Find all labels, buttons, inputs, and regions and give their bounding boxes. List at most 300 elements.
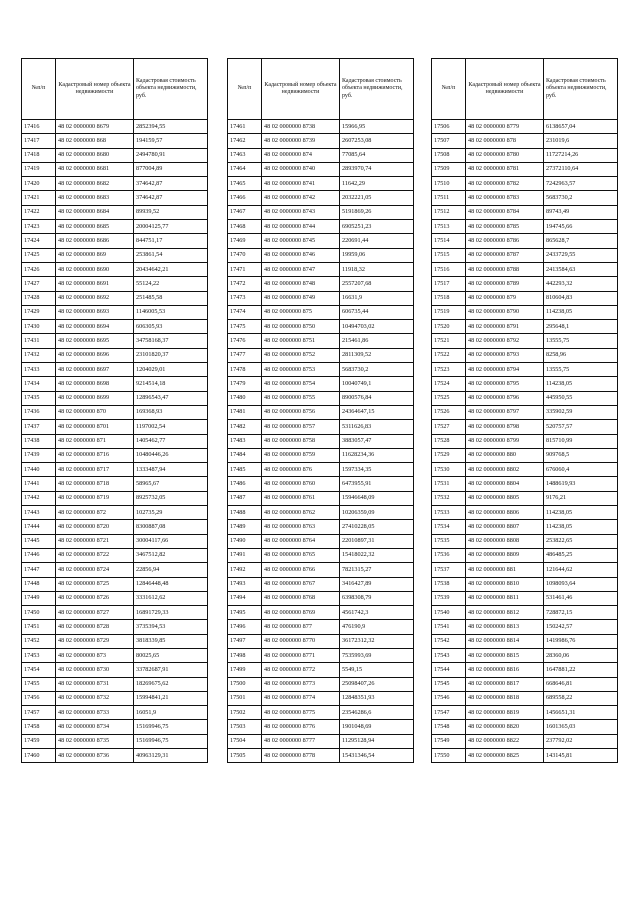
table-header-row (22, 59, 208, 120)
cell-cadastral-number: 48 02 0000000 8742 (262, 191, 340, 205)
cell-cadastral-value: 251485,58 (134, 291, 208, 305)
cell-number: 17520 (432, 320, 466, 334)
table-row (228, 262, 414, 276)
table-row (432, 663, 618, 677)
cell-cadastral-number: 48 02 0000000 8699 (56, 391, 134, 405)
cell-cadastral-number: 48 02 0000000 8732 (56, 691, 134, 705)
cell-cadastral-value: 3735394,53 (134, 620, 208, 634)
cell-cadastral-number: 48 02 0000000 8756 (262, 405, 340, 419)
cell-cadastral-value: 55124,22 (134, 277, 208, 291)
cell-cadastral-number: 48 02 0000000 8782 (466, 177, 544, 191)
table-row (432, 477, 618, 491)
cell-cadastral-value: 114238,05 (544, 305, 618, 319)
table-row (22, 205, 208, 219)
cell-cadastral-number: 48 02 0000000 8807 (466, 520, 544, 534)
table-row (228, 648, 414, 662)
cell-cadastral-number: 48 02 0000000 8768 (262, 591, 340, 605)
table-row (432, 191, 618, 205)
cell-number: 17476 (228, 334, 262, 348)
table-row (432, 506, 618, 520)
cell-number: 17442 (22, 491, 56, 505)
cell-number: 17542 (432, 634, 466, 648)
cell-cadastral-value: 7242963,57 (544, 177, 618, 191)
cell-cadastral-number: 48 02 0000000 8762 (262, 506, 340, 520)
cell-cadastral-number: 48 02 0000000 8820 (466, 720, 544, 734)
cell-number: 17468 (228, 220, 262, 234)
cell-number: 17466 (228, 191, 262, 205)
cell-cadastral-number: 48 02 0000000 8729 (56, 634, 134, 648)
cell-cadastral-number: 48 02 0000000 8718 (56, 477, 134, 491)
cell-number: 17547 (432, 706, 466, 720)
cell-cadastral-value: 1405462,77 (134, 434, 208, 448)
table-row (228, 663, 414, 677)
cell-number: 17416 (22, 120, 56, 134)
cell-cadastral-value: 27410228,05 (340, 520, 414, 534)
cell-number: 17445 (22, 534, 56, 548)
cell-cadastral-value: 815710,99 (544, 434, 618, 448)
cell-number: 17477 (228, 348, 262, 362)
cell-number: 17472 (228, 277, 262, 291)
cell-number: 17441 (22, 477, 56, 491)
cell-number: 17475 (228, 320, 262, 334)
table-row (22, 148, 208, 162)
cell-number: 17451 (22, 620, 56, 634)
table-row (22, 506, 208, 520)
cell-cadastral-value: 194745,66 (544, 220, 618, 234)
cell-number: 17489 (228, 520, 262, 534)
table-row (228, 534, 414, 548)
cell-cadastral-value: 15418022,32 (340, 548, 414, 562)
cell-cadastral-value: 2811309,52 (340, 348, 414, 362)
cell-cadastral-number: 48 02 0000000 872 (56, 506, 134, 520)
table-row (228, 377, 414, 391)
cell-number: 17459 (22, 734, 56, 748)
table-row (432, 634, 618, 648)
cell-cadastral-number: 48 02 0000000 8747 (262, 262, 340, 276)
table-row (432, 220, 618, 234)
cell-cadastral-number: 48 02 0000000 8746 (262, 248, 340, 262)
cell-cadastral-value: 6905251,23 (340, 220, 414, 234)
cell-number: 17504 (228, 734, 262, 748)
cell-number: 17417 (22, 134, 56, 148)
cell-cadastral-value: 8300887,08 (134, 520, 208, 534)
table-row (432, 391, 618, 405)
cell-cadastral-value: 810604,83 (544, 291, 618, 305)
cell-cadastral-number: 48 02 0000000 8719 (56, 491, 134, 505)
cell-cadastral-value: 3818339,85 (134, 634, 208, 648)
cell-number: 17455 (22, 677, 56, 691)
table-row (22, 634, 208, 648)
table-row (228, 606, 414, 620)
table-row (22, 162, 208, 176)
cell-number: 17495 (228, 606, 262, 620)
cell-number: 17473 (228, 291, 262, 305)
cell-number: 17507 (432, 134, 466, 148)
cell-cadastral-number: 48 02 0000000 8733 (56, 706, 134, 720)
cell-cadastral-value: 15994841,21 (134, 691, 208, 705)
cell-cadastral-value: 22010897,31 (340, 534, 414, 548)
cell-cadastral-value: 15431346,54 (340, 749, 414, 763)
table-row (228, 477, 414, 491)
cell-cadastral-value: 22856,94 (134, 563, 208, 577)
cell-cadastral-value: 9176,21 (544, 491, 618, 505)
cell-number: 17514 (432, 234, 466, 248)
table-row (432, 434, 618, 448)
cell-number: 17487 (228, 491, 262, 505)
cell-number: 17425 (22, 248, 56, 262)
cell-cadastral-number: 48 02 0000000 8755 (262, 391, 340, 405)
table-row (22, 720, 208, 734)
table-row (228, 577, 414, 591)
cell-number: 17525 (432, 391, 466, 405)
cell-number: 17456 (22, 691, 56, 705)
table-row (432, 262, 618, 276)
table-row (22, 448, 208, 462)
table-row (432, 548, 618, 562)
cell-cadastral-value: 114238,05 (544, 506, 618, 520)
cell-cadastral-number: 48 02 0000000 8778 (262, 749, 340, 763)
cell-cadastral-number: 48 02 0000000 871 (56, 434, 134, 448)
cell-cadastral-value: 10494703,02 (340, 320, 414, 334)
cell-cadastral-value: 34758168,37 (134, 334, 208, 348)
cell-cadastral-number: 48 02 0000000 8819 (466, 706, 544, 720)
table-row (228, 363, 414, 377)
cell-cadastral-number: 48 02 0000000 8811 (466, 591, 544, 605)
table-row (228, 191, 414, 205)
cell-cadastral-value: 8258,96 (544, 348, 618, 362)
table-row (432, 320, 618, 334)
cell-cadastral-value: 89743,49 (544, 205, 618, 219)
cell-cadastral-number: 48 02 0000000 8808 (466, 534, 544, 548)
cell-number: 17496 (228, 620, 262, 634)
cell-cadastral-number: 48 02 0000000 8781 (466, 162, 544, 176)
cell-cadastral-number: 48 02 0000000 8761 (262, 491, 340, 505)
table-header-row (432, 59, 618, 120)
cell-cadastral-number: 48 02 0000000 8753 (262, 363, 340, 377)
cell-cadastral-number: 48 02 0000000 873 (56, 648, 134, 662)
cell-number: 17539 (432, 591, 466, 605)
cell-number: 17532 (432, 491, 466, 505)
cell-number: 17440 (22, 463, 56, 477)
table-row (432, 162, 618, 176)
cell-number: 17549 (432, 734, 466, 748)
table-row (228, 548, 414, 562)
cell-number: 17508 (432, 148, 466, 162)
cell-cadastral-number: 48 02 0000000 870 (56, 405, 134, 419)
cell-cadastral-number: 48 02 0000000 8693 (56, 305, 134, 319)
cell-number: 17491 (228, 548, 262, 562)
cell-cadastral-value: 3467512,82 (134, 548, 208, 562)
cell-cadastral-value: 1419986,76 (544, 634, 618, 648)
table-row (228, 334, 414, 348)
cell-cadastral-value: 33782687,91 (134, 663, 208, 677)
table-row (432, 463, 618, 477)
cell-cadastral-value: 16891729,33 (134, 606, 208, 620)
header-cadastral: Кадастровый номер объекта недвижимости (56, 59, 134, 120)
table-row (22, 534, 208, 548)
header-value: Кадастровая стоимость объекта недвижимости, руб. (544, 59, 618, 120)
cell-number: 17454 (22, 663, 56, 677)
cell-number: 17528 (432, 434, 466, 448)
cell-number: 17421 (22, 191, 56, 205)
cell-number: 17550 (432, 749, 466, 763)
table-row (432, 749, 618, 763)
cell-cadastral-value: 18269675,62 (134, 677, 208, 691)
cadastral-table-1 (21, 58, 208, 763)
cell-cadastral-number: 48 02 0000000 8802 (466, 463, 544, 477)
cell-cadastral-value: 374642,87 (134, 177, 208, 191)
table-row (22, 363, 208, 377)
cell-cadastral-number: 48 02 0000000 8786 (466, 234, 544, 248)
cell-cadastral-value: 2607253,08 (340, 134, 414, 148)
table-row (228, 463, 414, 477)
cell-number: 17509 (432, 162, 466, 176)
cell-cadastral-value: 11642,29 (340, 177, 414, 191)
cell-cadastral-value: 3331612,62 (134, 591, 208, 605)
table-row (22, 320, 208, 334)
table-row (228, 391, 414, 405)
cell-cadastral-number: 48 02 0000000 8815 (466, 648, 544, 662)
cell-number: 17522 (432, 348, 466, 362)
header-num: №п/п (22, 59, 56, 120)
cell-number: 17490 (228, 534, 262, 548)
cell-cadastral-value: 476190,9 (340, 620, 414, 634)
cell-cadastral-number: 48 02 0000000 8825 (466, 749, 544, 763)
table-row (228, 520, 414, 534)
cell-number: 17529 (432, 448, 466, 462)
header-cadastral: Кадастровый номер объекта недвижимости (466, 59, 544, 120)
cell-cadastral-value: 19959,06 (340, 248, 414, 262)
cell-number: 17543 (432, 648, 466, 662)
table-row (22, 134, 208, 148)
cell-number: 17546 (432, 691, 466, 705)
cell-cadastral-number: 48 02 0000000 8757 (262, 420, 340, 434)
table-row (22, 420, 208, 434)
cell-number: 17494 (228, 591, 262, 605)
cell-cadastral-number: 48 02 0000000 877 (262, 620, 340, 634)
cell-cadastral-value: 169368,93 (134, 405, 208, 419)
cell-cadastral-value: 20434642,21 (134, 262, 208, 276)
cell-cadastral-value: 4561742,3 (340, 606, 414, 620)
table-row (22, 248, 208, 262)
cell-cadastral-value: 5683730,2 (340, 363, 414, 377)
cell-number: 17458 (22, 720, 56, 734)
cell-number: 17432 (22, 348, 56, 362)
table-header-row (228, 59, 414, 120)
cell-number: 17444 (22, 520, 56, 534)
cell-cadastral-value: 2893970,74 (340, 162, 414, 176)
cell-number: 17538 (432, 577, 466, 591)
cell-number: 17505 (228, 749, 262, 763)
table-row (228, 448, 414, 462)
cell-cadastral-value: 15946648,09 (340, 491, 414, 505)
cell-cadastral-number: 48 02 0000000 8697 (56, 363, 134, 377)
cell-cadastral-value: 2433729,55 (544, 248, 618, 262)
table-row (228, 134, 414, 148)
cell-cadastral-value: 30004117,66 (134, 534, 208, 548)
cell-cadastral-number: 48 02 0000000 8774 (262, 691, 340, 705)
cell-cadastral-value: 80025,65 (134, 648, 208, 662)
table-row (432, 534, 618, 548)
table-row (228, 234, 414, 248)
cell-cadastral-value: 728872,15 (544, 606, 618, 620)
cell-number: 17439 (22, 448, 56, 462)
cell-cadastral-number: 48 02 0000000 8810 (466, 577, 544, 591)
cell-number: 17449 (22, 591, 56, 605)
cell-cadastral-number: 48 02 0000000 8816 (466, 663, 544, 677)
cell-number: 17533 (432, 506, 466, 520)
table-row (432, 591, 618, 605)
table-row (228, 177, 414, 191)
cell-number: 17531 (432, 477, 466, 491)
table-row (22, 305, 208, 319)
cell-cadastral-number: 48 02 0000000 8772 (262, 663, 340, 677)
cell-cadastral-number: 48 02 0000000 8726 (56, 591, 134, 605)
cell-cadastral-number: 48 02 0000000 8770 (262, 634, 340, 648)
cell-cadastral-number: 48 02 0000000 8789 (466, 277, 544, 291)
table-row (228, 677, 414, 691)
cell-number: 17443 (22, 506, 56, 520)
cell-cadastral-value: 12846448,48 (134, 577, 208, 591)
cell-cadastral-number: 48 02 0000000 8754 (262, 377, 340, 391)
cell-cadastral-number: 48 02 0000000 8776 (262, 720, 340, 734)
cell-cadastral-number: 48 02 0000000 8745 (262, 234, 340, 248)
cell-cadastral-number: 48 02 0000000 8694 (56, 320, 134, 334)
table-row (228, 634, 414, 648)
cell-cadastral-value: 2032221,05 (340, 191, 414, 205)
cell-cadastral-number: 48 02 0000000 8792 (466, 334, 544, 348)
cell-number: 17492 (228, 563, 262, 577)
table-row (22, 577, 208, 591)
cell-cadastral-number: 48 02 0000000 8730 (56, 663, 134, 677)
cell-cadastral-value: 2494780,91 (134, 148, 208, 162)
cell-cadastral-value: 6138657,04 (544, 120, 618, 134)
cell-cadastral-value: 1597334,35 (340, 463, 414, 477)
cell-cadastral-number: 48 02 0000000 8696 (56, 348, 134, 362)
cell-cadastral-number: 48 02 0000000 8804 (466, 477, 544, 491)
cell-number: 17502 (228, 706, 262, 720)
cell-cadastral-value: 12848351,93 (340, 691, 414, 705)
cell-cadastral-number: 48 02 0000000 8748 (262, 277, 340, 291)
cell-cadastral-value: 8900576,84 (340, 391, 414, 405)
cell-cadastral-value: 1647881,22 (544, 663, 618, 677)
cell-cadastral-value: 1456651,31 (544, 706, 618, 720)
cell-number: 17427 (22, 277, 56, 291)
table-row (228, 491, 414, 505)
cell-number: 17517 (432, 277, 466, 291)
cell-cadastral-number: 48 02 0000000 8698 (56, 377, 134, 391)
cell-number: 17534 (432, 520, 466, 534)
cell-cadastral-value: 231019,6 (544, 134, 618, 148)
cell-cadastral-number: 48 02 0000000 881 (466, 563, 544, 577)
cell-cadastral-number: 48 02 0000000 8692 (56, 291, 134, 305)
cell-cadastral-value: 445950,55 (544, 391, 618, 405)
table-row (228, 405, 414, 419)
table-row (228, 305, 414, 319)
cell-cadastral-value: 25098407,26 (340, 677, 414, 691)
cell-cadastral-number: 48 02 0000000 8797 (466, 405, 544, 419)
cell-number: 17435 (22, 391, 56, 405)
cell-number: 17419 (22, 162, 56, 176)
table-row (432, 577, 618, 591)
cell-cadastral-number: 48 02 0000000 8701 (56, 420, 134, 434)
cell-cadastral-number: 48 02 0000000 8760 (262, 477, 340, 491)
cell-number: 17418 (22, 148, 56, 162)
cell-cadastral-number: 48 02 0000000 8818 (466, 691, 544, 705)
cell-cadastral-value: 9214514,18 (134, 377, 208, 391)
cell-cadastral-value: 668646,81 (544, 677, 618, 691)
cell-number: 17438 (22, 434, 56, 448)
cell-cadastral-value: 6398308,79 (340, 591, 414, 605)
cell-number: 17426 (22, 262, 56, 276)
cell-number: 17545 (432, 677, 466, 691)
table-row (22, 463, 208, 477)
cell-cadastral-number: 48 02 0000000 8812 (466, 606, 544, 620)
cell-cadastral-value: 150242,57 (544, 620, 618, 634)
cell-number: 17482 (228, 420, 262, 434)
cell-cadastral-number: 48 02 0000000 8765 (262, 548, 340, 562)
table-row (228, 277, 414, 291)
table-row (228, 420, 414, 434)
table-row (22, 391, 208, 405)
cell-cadastral-value: 36172312,32 (340, 634, 414, 648)
table-row (228, 620, 414, 634)
table-row (228, 148, 414, 162)
cell-cadastral-number: 48 02 0000000 8785 (466, 220, 544, 234)
table-row (432, 448, 618, 462)
cell-cadastral-value: 220691,44 (340, 234, 414, 248)
table-row (22, 191, 208, 205)
cell-cadastral-number: 48 02 0000000 8721 (56, 534, 134, 548)
cell-number: 17497 (228, 634, 262, 648)
cell-cadastral-number: 48 02 0000000 8790 (466, 305, 544, 319)
cell-cadastral-number: 48 02 0000000 8724 (56, 563, 134, 577)
cell-number: 17424 (22, 234, 56, 248)
table-row (22, 291, 208, 305)
cell-cadastral-number: 48 02 0000000 8773 (262, 677, 340, 691)
cell-cadastral-value: 7821315,27 (340, 563, 414, 577)
table-row (22, 477, 208, 491)
cell-cadastral-value: 689558,22 (544, 691, 618, 705)
cell-cadastral-value: 844751,17 (134, 234, 208, 248)
cell-number: 17526 (432, 405, 466, 419)
cell-number: 17519 (432, 305, 466, 319)
cell-number: 17433 (22, 363, 56, 377)
table-row (22, 749, 208, 763)
table-row (228, 720, 414, 734)
cell-cadastral-number: 48 02 0000000 8734 (56, 720, 134, 734)
cell-cadastral-value: 89939,52 (134, 205, 208, 219)
cell-cadastral-value: 1204029,01 (134, 363, 208, 377)
cadastral-table-2 (227, 58, 414, 763)
cell-cadastral-number: 48 02 0000000 8751 (262, 334, 340, 348)
cell-cadastral-value: 215461,86 (340, 334, 414, 348)
cell-cadastral-value: 16051,9 (134, 706, 208, 720)
cell-cadastral-number: 48 02 0000000 8787 (466, 248, 544, 262)
cell-cadastral-value: 11727214,26 (544, 148, 618, 162)
cell-cadastral-value: 253861,54 (134, 248, 208, 262)
cell-cadastral-number: 48 02 0000000 8779 (466, 120, 544, 134)
table-row (432, 734, 618, 748)
cell-cadastral-value: 23101820,37 (134, 348, 208, 362)
cell-cadastral-value: 114238,05 (544, 377, 618, 391)
cell-cadastral-number: 48 02 0000000 8690 (56, 262, 134, 276)
table-row (22, 734, 208, 748)
cell-number: 17513 (432, 220, 466, 234)
table-row (228, 205, 414, 219)
cell-cadastral-number: 48 02 0000000 8722 (56, 548, 134, 562)
cell-cadastral-number: 48 02 0000000 8685 (56, 220, 134, 234)
